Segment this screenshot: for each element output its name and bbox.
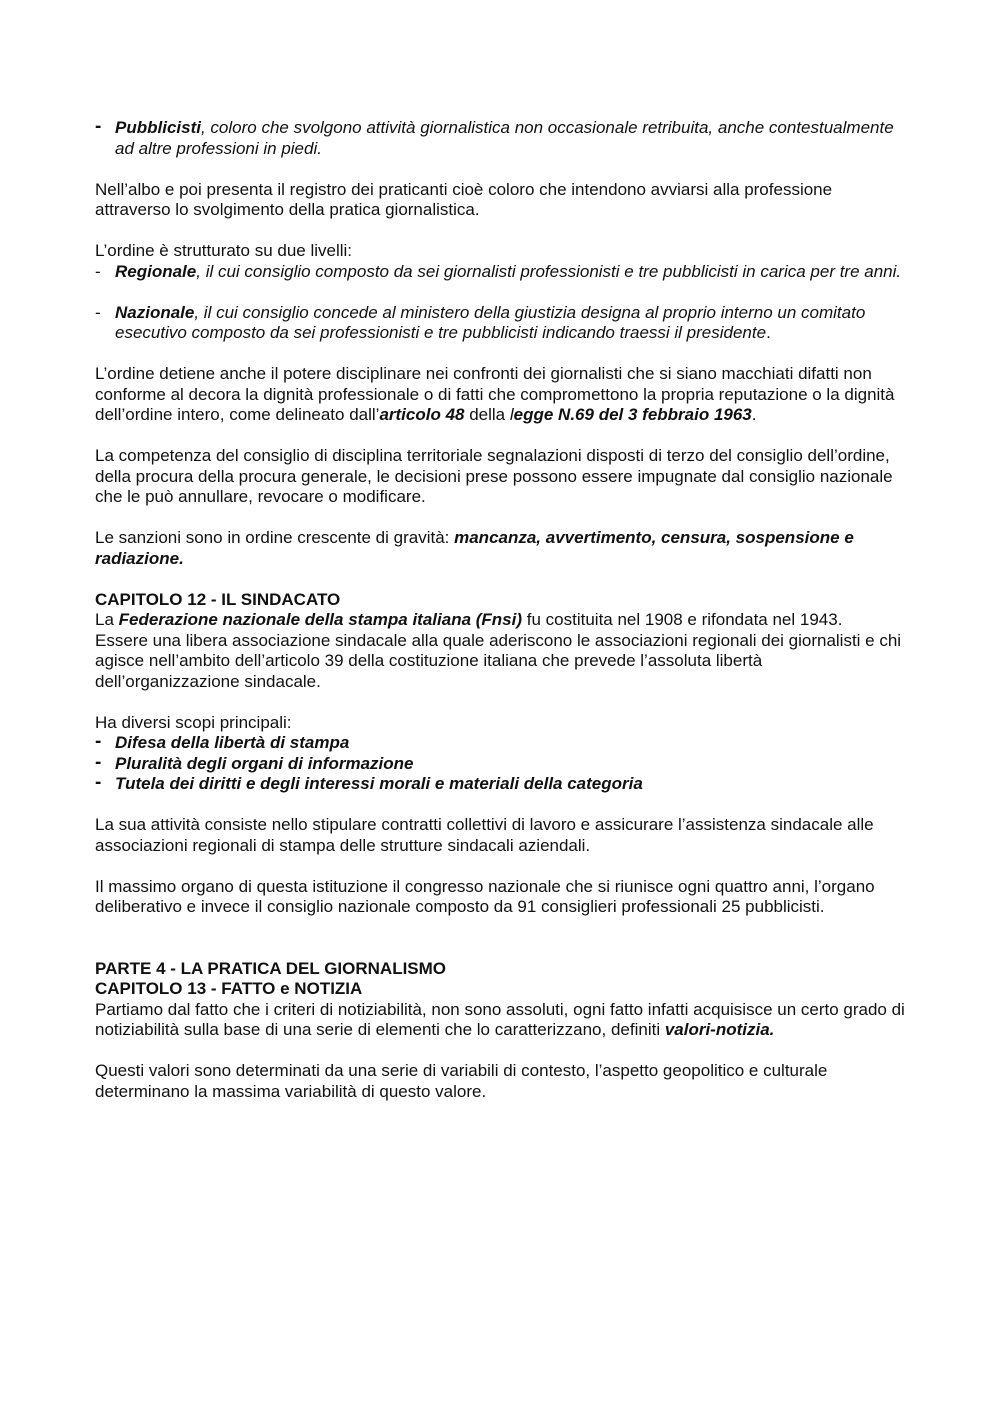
text-regionale: , il cui consiglio composto da sei giornalisti professionisti e tre pubblicisti in carica per tre anni.: [196, 261, 902, 281]
list-item: [95, 751, 910, 775]
list-item: [95, 733, 910, 754]
disc-articolo: articolo 48: [379, 405, 465, 424]
paragraph-organo: Il massimo organo di questa istituzione il congresso nazionale che si riunisce ogni quattro anni, l’organo deliberativo e invece il consiglio nazionale composto da 91 consiglieri professionali 25 pubblicisti.: [95, 876, 875, 916]
paragraph-attivita: La sua attività consiste nello stipulare contratti collettivi di lavoro e assicurare l’assistenza sindacale alle associazioni regionali di stampa delle strutture sindacali aziendali.: [95, 815, 874, 855]
paragraph-notiziabilita: [95, 1000, 910, 1041]
fnsi-text-1: La: [95, 610, 119, 629]
paragraph-ordine-intro: L’ordine è strutturato su due livelli:: [95, 241, 353, 260]
text-pubblicisti: , coloro che svolgono attività giornalistica non occasionale retribuita, anche contestualmente ad altre professioni in piedi.: [115, 118, 894, 158]
fnsi-name: Federazione nazionale della stampa italiana (Fnsi): [118, 610, 523, 629]
heading-parte-4: PARTE 4 - LA PRATICA DEL GIORNALISMO: [95, 958, 447, 978]
disc-text-2: della: [464, 405, 510, 424]
list-item: [95, 774, 910, 795]
bullet-regionale: [95, 262, 910, 283]
scopo-text: Pluralità degli organi di informazione: [115, 753, 414, 773]
paragraph-albo: Nell’albo e poi presenta il registro dei praticanti cioè coloro che intendono avviarsi alla professione attraverso lo svolgimento della pratica giornalistica.: [95, 179, 833, 219]
dash-bullet: -: [95, 261, 101, 281]
fnsi-text-2: fu costituita nel 1908 e rifondata nel 1943.: [522, 610, 843, 629]
sanzioni-list: mancanza, avvertimento, censura, sospensione e radiazione.: [95, 528, 854, 568]
bullet-nazionale: [95, 303, 910, 344]
disc-l: l: [509, 405, 514, 424]
paragraph-competenza: La competenza del consiglio di disciplina territoriale segnalazioni disposti di terzo del consiglio dell’ordine, della procura della procura generale, le decisioni prese possono essere impugnate dal consiglio nazionale che le può annullare, revocare o modificare.: [95, 446, 893, 506]
sanzioni-text: Le sanzioni sono in ordine crescente di gravità:: [95, 528, 455, 547]
document-page: [95, 118, 910, 1102]
text-nazionale: , il cui consiglio concede al ministero della giustizia designa al proprio interno un comitato esecutivo composto da sei professionisti e tre pubblicisti indicando traessi il presidente: [115, 302, 866, 342]
paragraph-sanzioni: [95, 528, 910, 569]
paragraph-scopi-intro: Ha diversi scopi principali:: [95, 712, 292, 732]
dash-bullet: -: [95, 116, 102, 137]
dash-bullet: -: [95, 731, 102, 752]
dash-bullet: -: [95, 772, 102, 793]
text-nazionale-end: .: [766, 323, 771, 342]
disc-legge: egge N.69 del 3 febbraio 1963: [513, 405, 752, 424]
valori-notizia: valori-notizia.: [664, 1020, 775, 1039]
scopo-text: Tutela dei diritti e degli interessi morali e materiali della categoria: [115, 774, 643, 793]
bullet-pubblicisti: [95, 118, 910, 159]
disc-end: .: [751, 405, 757, 424]
term-pubblicisti: Pubblicisti: [115, 118, 201, 137]
paragraph-fnsi: [95, 610, 910, 631]
paragraph-disciplina: [95, 364, 910, 426]
dash-bullet: -: [95, 302, 101, 322]
heading-capitolo-13: CAPITOLO 13 - FATTO e NOTIZIA: [95, 979, 363, 998]
paragraph-associazione: Essere una libera associazione sindacale alla quale aderiscono le associazioni regionali dei giornalisti e chi agisce nell’ambito dell’articolo 39 della costituzione italiana che prevede l’assoluta libertà dell’organizzazione sindacale.: [95, 630, 902, 691]
dash-bullet: -: [95, 751, 102, 773]
term-nazionale: Nazionale: [115, 302, 195, 322]
notiziabilita-text: Partiamo dal fatto che i criteri di notiziabilità, non sono assoluti, ogni fatto infatti acquisisce un certo grado di notiziabilità sulla base di una serie di elementi che lo caratterizzano, definiti: [95, 999, 905, 1039]
disc-text-1: L’ordine detiene anche il potere disciplinare nei confronti dei giornalisti che si siano macchiati difatti non conforme al decora la dignità professionale o di fatti che compromettono la propria reputazione o la dignità dell’ordine intero, come delineato dall’: [95, 364, 895, 424]
heading-capitolo-12: CAPITOLO 12 - IL SINDACATO: [95, 589, 341, 609]
term-regionale: Regionale: [115, 261, 197, 281]
paragraph-valori: Questi valori sono determinati da una serie di variabili di contesto, l’aspetto geopolitico e culturale determinano la massima variabilità di questo valore.: [95, 1061, 828, 1101]
scopo-text: Difesa della libertà di stampa: [115, 733, 350, 752]
